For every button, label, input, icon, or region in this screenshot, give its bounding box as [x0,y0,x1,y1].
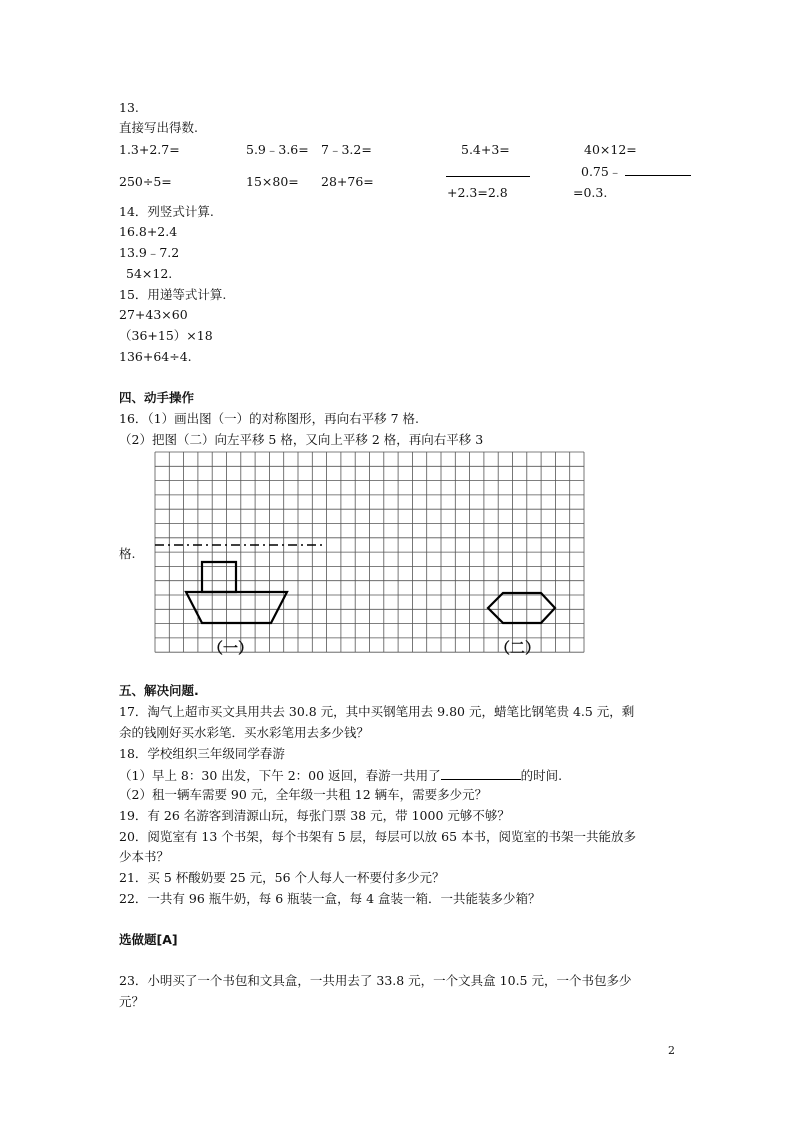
q13-r1-c5: 40×12= [584,142,637,157]
q16-part2: （2）把图（二）向左平移 5 格，又向上平移 2 格，再向右平移 3 [119,432,484,447]
q14-title: 14．列竖式计算. [119,204,214,219]
q15-item-2: （36+15）×18 [119,328,213,343]
q16-part1: 16．（1）画出图（一）的对称图形，再向右平移 7 格. [119,411,419,426]
q23-line1: 23．小明买了一个书包和文具盒，一共用去了 33.8 元，一个文具盒 10.5 元，一个书包多少 [119,973,632,988]
q16-ge: 格. [119,546,136,561]
q13-r2-c1: 250÷5= [119,174,172,189]
q15-item-1: 27+43×60 [119,307,188,322]
q15-item-3: 136+64÷4. [119,349,192,364]
q18-part1-text: （1）早上 8：30 出发，下午 2：00 返回，春游一共用了 [119,768,441,783]
boat-hull [186,592,287,623]
q18-part1 [119,766,562,784]
q13-r2-c2: 15×80= [246,174,299,189]
q15-title: 15．用递等式计算. [119,287,227,302]
q14-item-2: 13.9﹣7.2 [119,245,180,260]
page-number: 2 [668,1044,675,1057]
q21: 21．买 5 杯酸奶要 25 元，56 个人每人一杯要付多少元？ [119,870,445,885]
q13-r1-c2: 5.9﹣3.6= [246,142,309,157]
q20-line2: 少本书？ [119,849,170,864]
q13-r1b-text: 0.75﹣ [581,164,622,179]
q18-part2: （2）租一辆车需要 90 元，全年级一共租 12 辆车，需要多少元？ [119,787,488,802]
q13-r1-c3: 7﹣3.2= [321,142,372,157]
q22: 22．一共有 96 瓶牛奶，每 6 瓶装一盒，每 4 盒装一箱．一共能装多少箱？ [119,891,541,906]
sectionA-heading: 选做题[A] [119,932,178,947]
q18-answer-blank[interactable] [441,766,521,780]
q19: 19．有 26 名游客到清源山玩，每张门票 38 元，带 1000 元够不够？ [119,808,510,823]
q20-line1: 20．阅览室有 13 个书架，每个书架有 5 层，每层可以放 65 本书，阅览室的书架一共能放多 [119,829,637,844]
q13-r2-c4: +2.3=2.8 [447,185,508,200]
q13-r1-c1: 1.3+2.7= [119,142,180,157]
q14-item-1: 16.8+2.4 [119,224,178,239]
q18-title: 18．学校组织三年级同学春游 [119,746,285,761]
q17-line2: 余的钱刚好买水彩笔．买水彩笔用去多少钱？ [119,725,370,740]
q13-r2-c5: =0.3. [573,185,608,200]
q13-r2-c3: 28+76= [321,174,374,189]
q13-r1-c4: 5.4+3= [461,142,510,157]
q17-line1: 17．淘气上超市买文具用共去 30.8 元，其中买钢笔用去 9.80 元，蜡笔比钢笔贵 4.5 元，剩 [119,704,635,719]
section5-heading: 五、解决问题. [119,683,199,698]
q23-line2: 元？ [119,994,145,1009]
fig2-label: （二） [495,639,541,657]
fig1-label: （一） [208,639,254,657]
q14-item-3: 54×12. [126,266,173,281]
q13-number: 13. [119,100,139,115]
section4-heading: 四、动手操作 [119,390,195,405]
q13-title: 直接写出得数. [119,120,198,135]
q18-part1-suffix: 的时间. [520,768,563,783]
